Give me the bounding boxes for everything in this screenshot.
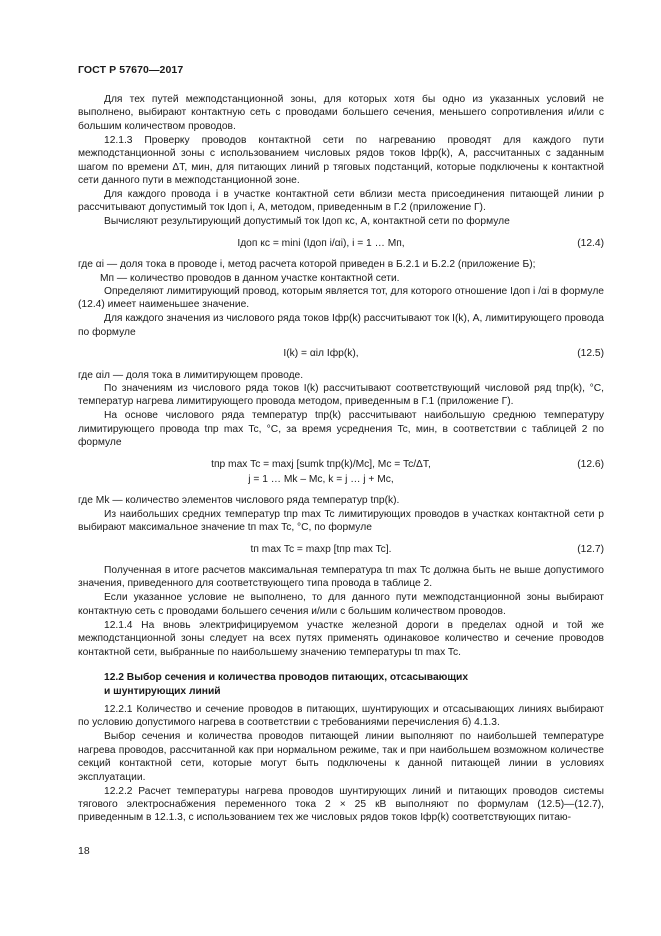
formula-12-6-range [78, 473, 604, 486]
where-clause: где Mk — количество элементов числового ряда температур tпр(k). [78, 495, 400, 507]
paragraph: Для тех путей межподстанционной зоны, для которых хотя бы одно из указанных условий не выполнено, выбирают контактную сеть с проводами большего сечения, меньшего сопротивления и/или с большим количеством проводов. [78, 94, 604, 132]
paragraph-12-1-4: 12.1.4 На вновь электрифицируемом участке железной дороги в пределах одной и той же межподстанционной зоны следует на всех путях применять одинаковое количество и сечение проводов контактной сети, выбранные по наибольшему значению температуры tп max Tc. [78, 619, 604, 658]
formula-expression: tп max Tc = maxp [tпр max Tc]. [250, 543, 392, 555]
formula-12-5 [78, 347, 604, 360]
formula-expression: tпр max Tc = maxj [sumk tпр(k)/Mc], Mc = Tc/ΔT, [211, 458, 431, 470]
formula-expression: j = 1 … Mk – Mc, k = j … j + Mc, [248, 474, 394, 486]
document-body [78, 93, 604, 825]
formula-expression: I(k) = αiл Iфр(k), [283, 348, 359, 360]
formula-number: (12.5) [577, 348, 604, 360]
paragraph: Для каждого провода i в участке контактной сети вблизи места присоединения питающей линии р рассчитывают допустимый ток Iдоп i, А, методом, приведенным в Г.2 (приложение Г). [78, 189, 604, 214]
document-header: ГОСТ Р 57670—2017 [78, 64, 184, 76]
formula-number: (12.7) [577, 543, 604, 555]
paragraph: Вычисляют результирующий допустимый ток Iдоп кс, А, контактной сети по формуле [104, 216, 510, 228]
section-heading-line: и шунтирующих линий [104, 685, 221, 697]
section-heading-12-2 [78, 671, 604, 698]
paragraph: По значениям из числового ряда токов I(k) рассчитывают соответствующий числовой ряд tпр(k), °С, температур нагрева лимитирующего провода методом, приведенным в Г.1 (приложение Г). [78, 383, 604, 408]
page-number: 18 [78, 845, 90, 857]
formula-number: (12.6) [577, 458, 604, 470]
paragraph: Определяют лимитирующий провод, которым является тот, для которого отношение Iдоп i /αi в формуле (12.4) имеет наименьшее значение. [78, 286, 604, 311]
paragraph: Если указанное условие не выполнено, то для данного пути межподстанционной зоны выбирают контактную сеть с проводами большего сечения и/или с большим количеством проводов. [78, 592, 604, 617]
where-clause: Mп — количество проводов в данном участке контактной сети. [100, 272, 400, 284]
formula-expression: Iдоп кс = mini (Iдоп i/αi), i = 1 … Mп, [237, 237, 405, 249]
where-clause: где αi — доля тока в проводе i, метод расчета которой приведен в Б.2.1 и Б.2.2 (приложение Б); [78, 259, 536, 271]
formula-12-4 [78, 237, 604, 250]
paragraph-12-2-1: 12.2.1 Количество и сечение проводов в питающих, шунтирующих и отсасывающих линиях выбирают по условию допустимого нагрева в соответствии с требованиями перечисления б) 4.1.3. [78, 703, 604, 729]
paragraph: Полученная в итоге расчетов максимальная температура tп max Tc должна быть не выше допустимого значения, приведенного для соответствующего типа провода в таблице 2. [78, 565, 604, 590]
section-heading-line: 12.2 Выбор сечения и количества проводов питающих, отсасывающих [104, 672, 469, 684]
paragraph: Для каждого значения из числового ряда токов Iфр(k) рассчитывают ток I(k), А, лимитирующего провода по формуле [78, 313, 604, 338]
paragraph-12-2-2: 12.2.2 Расчет температуры нагрева проводов шунтирующих линий и питающих проводов системы тягового электроснабжения переменного тока 2 × 25 кВ выполняют по формулам (12.5)—(12.7), приведенным в 12.1.3, с использованием тех же числовых рядов токов Iфр(k) соответствующих питаю- [78, 785, 604, 824]
where-clause: где αiл — доля тока в лимитирующем проводе. [78, 369, 304, 381]
paragraph: На основе числового ряда температур tпр(k) рассчитывают наибольшую среднюю температуру лимитирующего провода tпр max Tc, °С, за время усреднения Tc, мин, в соответствии с таблицей 2 по формуле [78, 410, 604, 449]
paragraph: Из наибольших средних температур tпр max Tc лимитирующих проводов в участках контактной сети р выбирают максимальное значение tп max Tc, °С, по формуле [78, 508, 604, 534]
formula-12-7 [78, 543, 604, 556]
paragraph: Выбор сечения и количества проводов питающей линии выполняют по наибольшей температуре нагрева проводов, рассчитанной как при нормальном режиме, так и при наибольшем возможном количестве секций контактной сети, которые могут быть подключены к данной питающей линии в условиях эксплуатации. [78, 731, 604, 783]
formula-number: (12.4) [577, 237, 604, 249]
paragraph-12-1-3: 12.1.3 Проверку проводов контактной сети по нагреванию проводят для каждого пути межподстанционной зоны с использованием числовых рядов токов Iфр(k), А, рассчитанных с заданным шагом по времени ΔT, мин, для питающих линий р тяговых подстанций, которые подключены к контактной сети данного пути в межподстанционной зоне. [78, 134, 604, 187]
formula-12-6 [78, 458, 604, 471]
